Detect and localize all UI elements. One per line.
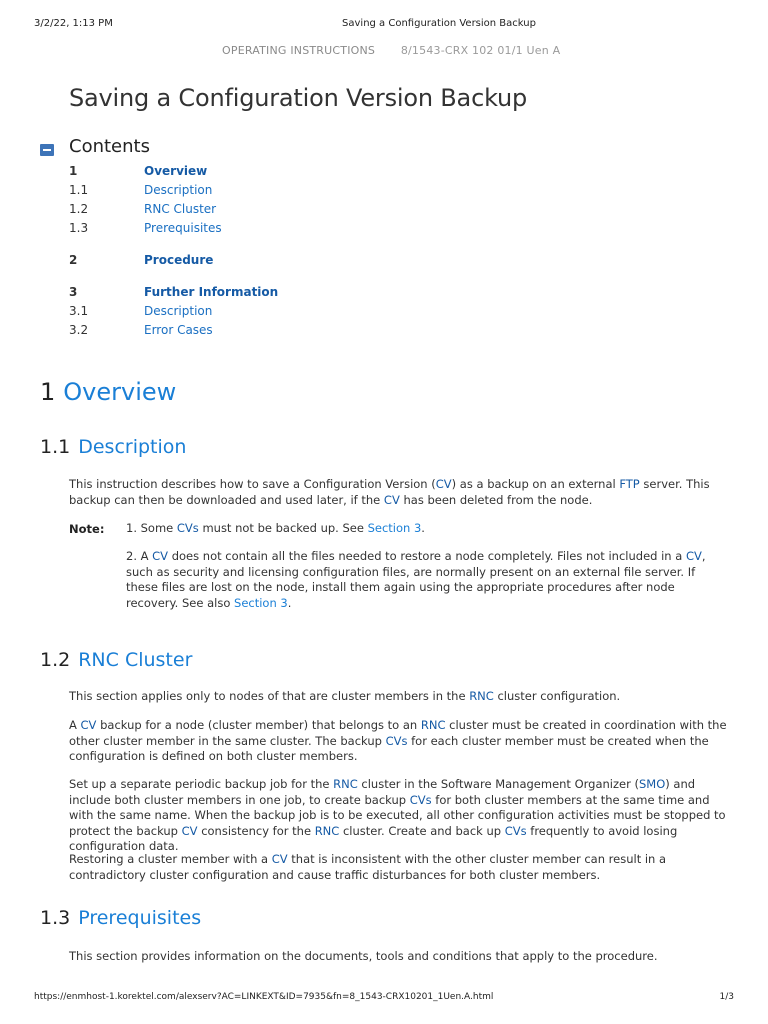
- text-run: Set up a separate periodic backup job for the: [69, 777, 334, 791]
- text-run: cluster. Create and back up: [339, 823, 505, 838]
- text-run: cluster must be created in coordination with the other cluster member in the same cluster. The backup: [69, 718, 727, 748]
- section-number: 1.3: [40, 907, 71, 929]
- text-run: A: [69, 718, 81, 732]
- text-run: 1. Some: [126, 521, 177, 535]
- document-type-label: OPERATING INSTRUCTIONS: [222, 44, 376, 57]
- abbreviation-rnc: RNC: [420, 718, 446, 732]
- section-heading-rnc-cluster: [40, 649, 192, 671]
- section-heading-overview: [40, 378, 176, 406]
- note-label: Note:: [69, 522, 105, 536]
- text-run: 2. A: [126, 549, 153, 563]
- section-heading-description: [40, 436, 186, 458]
- abbreviation-cvs: CVs: [176, 521, 199, 535]
- section-3-link[interactable]: Section 3: [367, 521, 422, 535]
- section-title: Description: [78, 436, 187, 458]
- toc-number: 1.1: [69, 183, 89, 197]
- toc-number: 1.2: [69, 202, 89, 216]
- text-run: This section applies only to nodes of that are cluster members in the: [69, 689, 470, 703]
- toc-link-further-information[interactable]: Further Information: [144, 285, 279, 299]
- text-run: consistency for the: [197, 823, 315, 838]
- rnc-paragraph-2: [69, 718, 729, 765]
- abbreviation-rnc: RNC: [314, 823, 340, 838]
- abbreviation-cvs: CVs: [409, 792, 432, 807]
- prerequisites-paragraph: This section provides information on the documents, tools and conditions that apply to the procedure.: [69, 949, 658, 963]
- toc-number: 1: [69, 164, 78, 178]
- section-number: 1.2: [40, 649, 71, 671]
- toc-item: [69, 253, 469, 272]
- toc-number: 3.1: [69, 304, 89, 318]
- toc-number: 2: [69, 253, 78, 267]
- section-title: Overview: [63, 378, 177, 406]
- toc-number: 3.2: [69, 323, 89, 337]
- page-url: https://enmhost-1.korektel.com/alexserv?AC=LINKEXT&ID=7935&fn=8_1543-CRX10201_1Uen.A.html: [34, 992, 494, 1002]
- text-run: has been deleted from the node.: [399, 492, 593, 507]
- toc-item: [69, 304, 469, 323]
- section-number: 1: [40, 378, 56, 406]
- abbreviation-cv: CV: [80, 718, 97, 732]
- toc-link-procedure[interactable]: Procedure: [144, 253, 214, 267]
- toc-link-description-3-1[interactable]: Description: [144, 304, 213, 318]
- section-title: RNC Cluster: [78, 649, 193, 671]
- text-run: cluster configuration.: [493, 689, 621, 703]
- note-item-1: [126, 521, 730, 537]
- toc-item: [69, 221, 469, 240]
- section-heading-prerequisites: [40, 907, 201, 929]
- abbreviation-cv: CV: [152, 549, 169, 563]
- toc-item: [69, 285, 469, 304]
- rnc-paragraph-3: [69, 777, 729, 855]
- abbreviation-ftp: FTP: [619, 477, 640, 491]
- rnc-paragraph-4: [69, 852, 729, 883]
- toc-item: [69, 323, 469, 342]
- page-number: 1/3: [719, 992, 734, 1002]
- abbreviation-cv: CV: [271, 852, 288, 866]
- toc-link-rnc-cluster[interactable]: RNC Cluster: [144, 202, 217, 216]
- section-3-link[interactable]: Section 3: [234, 595, 288, 610]
- collapse-icon[interactable]: [40, 144, 54, 156]
- toc-link-prerequisites[interactable]: Prerequisites: [144, 221, 222, 235]
- text-run: must not be backed up. See: [198, 521, 368, 535]
- abbreviation-cvs: CVs: [504, 823, 527, 838]
- text-run: This instruction describes how to save a Configuration Version (: [69, 477, 436, 491]
- document-header: [222, 44, 560, 57]
- text-run: .: [421, 521, 425, 535]
- description-paragraph: [69, 477, 729, 508]
- note-item-2: [126, 549, 730, 611]
- toc-item: [69, 164, 469, 183]
- toc-link-overview[interactable]: Overview: [144, 164, 208, 178]
- text-run: does not contain all the files needed to restore a node completely. Files not included in a: [168, 549, 686, 563]
- abbreviation-smo: SMO: [639, 777, 666, 791]
- text-run: that is inconsistent with the other cluster member can result in a contradictory cluster configuration and cause traffic disturbances for both cluster members.: [69, 852, 667, 882]
- toc-link-description[interactable]: Description: [144, 183, 213, 197]
- toc-item: [69, 183, 469, 202]
- toc-number: 3: [69, 285, 78, 299]
- abbreviation-rnc: RNC: [333, 777, 358, 791]
- text-run: for both cluster members at the same time and with the same name. When the backup job is to be executed, all other configuration activities must be stopped to protect the backup: [69, 792, 726, 838]
- rnc-paragraph-1: [69, 689, 729, 705]
- page-title: Saving a Configuration Version Backup: [69, 84, 528, 112]
- toc-heading: Contents: [69, 136, 150, 157]
- abbreviation-cv: CV: [685, 549, 702, 563]
- text-run: .: [287, 595, 292, 610]
- text-run: for each cluster member must be created when the configuration is defined on both cluster members.: [69, 733, 709, 763]
- print-title: Saving a Configuration Version Backup: [342, 18, 536, 29]
- abbreviation-cv: CV: [383, 492, 400, 507]
- abbreviation-cvs: CVs: [385, 733, 408, 748]
- abbreviation-rnc: RNC: [469, 689, 494, 703]
- text-run: , such as security and licensing configuration files, are normally present on an external file server. If these files are lost on the node, install them again using the appropriate procedures after node recovery. See also: [126, 549, 706, 610]
- section-title: Prerequisites: [78, 907, 202, 929]
- toc-link-error-cases[interactable]: Error Cases: [144, 323, 213, 337]
- abbreviation-cv: CV: [435, 477, 452, 491]
- text-run: ) as a backup on an external: [451, 477, 620, 491]
- document-number: 8/1543-CRX 102 01/1 Uen A: [400, 44, 561, 57]
- text-run: cluster in the Software Management Organizer (: [357, 777, 639, 791]
- abbreviation-cv: CV: [181, 823, 198, 838]
- text-run: Restoring a cluster member with a: [69, 852, 272, 866]
- text-run: backup for a node (cluster member) that belongs to an: [96, 718, 421, 732]
- toc-number: 1.3: [69, 221, 89, 235]
- toc-list: [69, 164, 469, 342]
- text-run: frequently to avoid losing configuration data.: [69, 823, 678, 853]
- print-date: 3/2/22, 1:13 PM: [34, 18, 113, 29]
- toc-item: [69, 202, 469, 221]
- text-run: server. This backup can then be downloaded and used later, if the: [69, 477, 710, 507]
- section-number: 1.1: [40, 436, 71, 458]
- text-run: ) and include both cluster members in one job, to create backup: [69, 777, 696, 807]
